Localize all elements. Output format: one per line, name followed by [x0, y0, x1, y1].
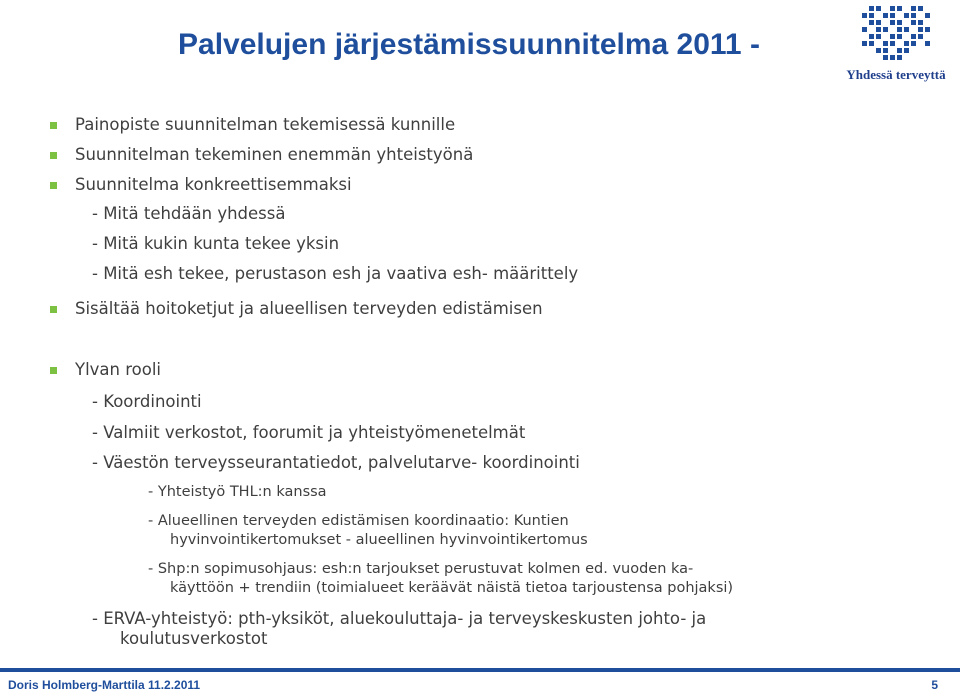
- list-item: - Mitä esh tekee, perustason esh ja vaativa esh- määrittely: [92, 264, 579, 283]
- list-item: Sisältää hoitoketjut ja alueellisen terveyden edistämisen: [75, 299, 543, 318]
- bullet-icon: [50, 306, 57, 313]
- list-item-continuation: hyvinvointikertomukset - alueellinen hyvinvointikertomus: [170, 532, 588, 548]
- footer-author-date: Doris Holmberg-Marttila 11.2.2011: [8, 678, 201, 692]
- bullet-icon: [50, 182, 57, 189]
- list-item: - Mitä kukin kunta tekee yksin: [92, 234, 340, 253]
- footer-divider: [0, 668, 960, 672]
- bullet-icon: [50, 367, 57, 374]
- list-item: - Valmiit verkostot, foorumit ja yhteistyömenetelmät: [92, 423, 526, 442]
- list-item: - Alueellinen terveyden edistämisen koordinaatio: Kuntien: [148, 513, 569, 529]
- bullet-icon: [50, 122, 57, 129]
- list-item: - Yhteistyö THL:n kanssa: [148, 484, 327, 500]
- list-item-continuation: koulutusverkostot: [120, 629, 268, 648]
- list-item: - ERVA-yhteistyö: pth-yksiköt, aluekouluttaja- ja terveyskeskusten johto- ja: [92, 609, 707, 628]
- list-item: - Mitä tehdään yhdessä: [92, 204, 286, 223]
- page-number: 5: [931, 678, 938, 692]
- list-item: Painopiste suunnitelman tekemisessä kunnille: [75, 115, 456, 134]
- list-item: Ylvan rooli: [75, 360, 162, 379]
- list-item: Suunnitelma konkreettisemmaksi: [75, 175, 352, 194]
- list-item: - Shp:n sopimusohjaus: esh:n tarjoukset perustuvat kolmen ed. vuoden ka-: [148, 561, 694, 577]
- list-item: - Väestön terveysseurantatiedot, palvelutarve- koordinointi: [92, 453, 580, 472]
- footer: [0, 668, 960, 697]
- list-item: - Koordinointi: [92, 392, 202, 411]
- list-item: Suunnitelman tekeminen enemmän yhteistyönä: [75, 145, 474, 164]
- list-item-continuation: käyttöön + trendiin (toimialueet keräävät näistä tietoa tarjoustensa pohjaksi): [170, 580, 734, 596]
- slide-title: Palvelujen järjestämissuunnitelma 2011 -: [178, 28, 760, 61]
- logo-text: Yhdessä terveyttä: [846, 67, 946, 82]
- bullet-icon: [50, 152, 57, 159]
